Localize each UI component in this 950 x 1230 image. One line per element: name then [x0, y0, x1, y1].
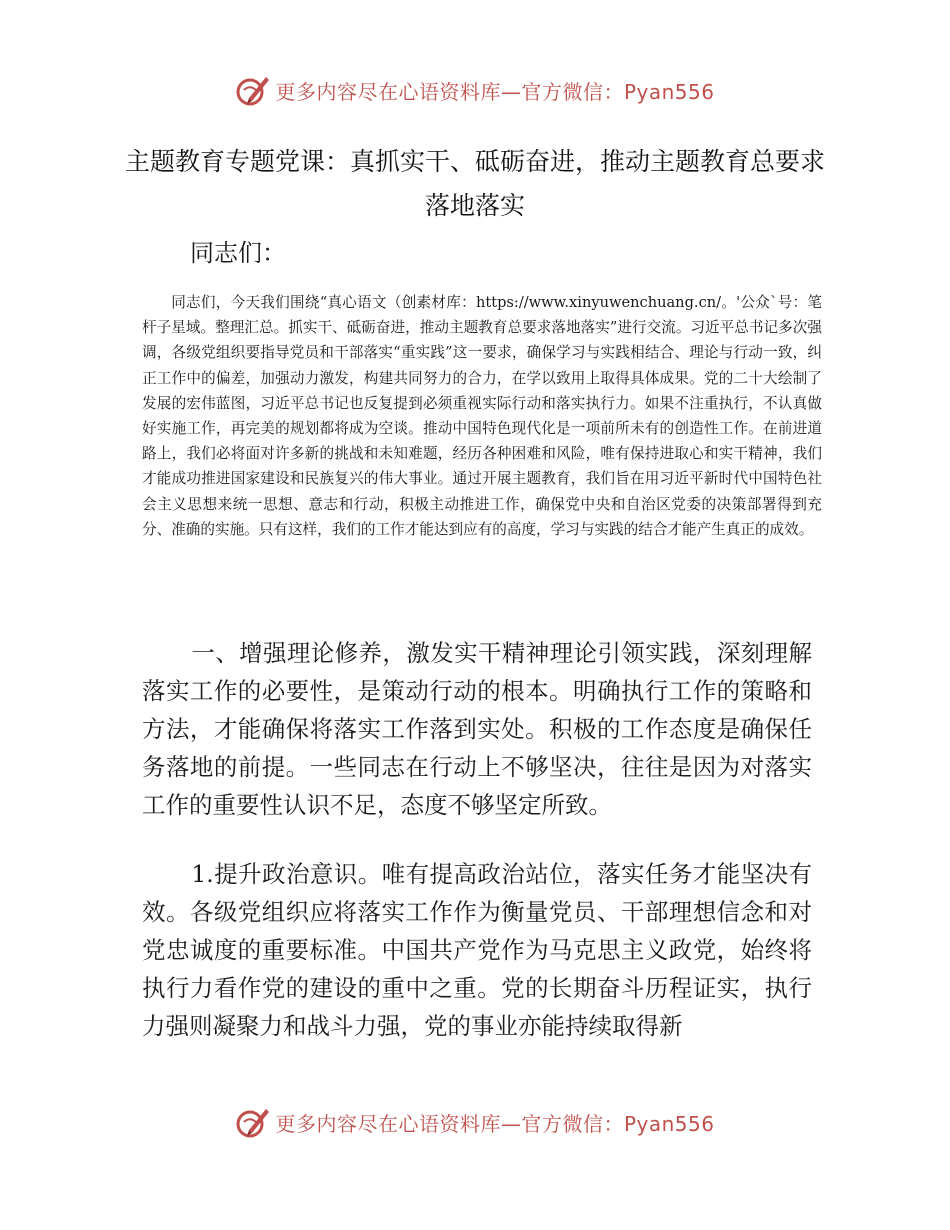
watermark-text: 更多内容尽在心语资料库—官方微信：Pyan556 — [275, 79, 715, 104]
intro-paragraph: 同志们，今天我们围绕“真心语文（创素材库：https://www.xinyuwenchuang.cn/。'公众`号：笔杆子星域。整理汇总。抓实干、砥砺奋进，推动主题教育总要求落地落实”进行交流。习近平总书记多次强调，各级党组织要指导党员和干部落实“重实践”这一要求，确保学习与实践相结合、理论与行动一致，纠正工作中的偏差，加强动力激发，构建共同努力的合力，在学以致用上取得具体成果。党的二十大绘制了发展的宏伟蓝图，习近平总书记也反复提到必须重视实际行动和落实执行力。如果不注重执行，不认真做好实施工作，再完美的规划都将成为空谈。推动中国特色现代化是一项前所未有的创造性工作。在前进道路上，我们必将面对许多新的挑战和未知难题，经历各种困难和风险，唯有保持进取心和实干精神，我们才能成功推进国家建设和民族复兴的伟大事业。通过开展主题教育，我们旨在用习近平新时代中国特色社会主义思想来统一思想、意志和行动，积极主动推进工作，确保党中央和自治区党委的决策部署得到充分、准确的实施。只有这样，我们的工作才能达到应有的高度，学习与实践的结合才能产生真正的成效。 — [142, 294, 822, 538]
section-one-paragraph: 一、增强理论修养，激发实干精神理论引领实践，深刻理解落实工作的必要性，是策动行动的根本。明确执行工作的策略和方法，才能确保将落实工作落到实处。积极的工作态度是确保任务落地的前提。一些同志在行动上不够坚决，往往是因为对落实工作的重要性认识不足，态度不够坚定所致。 — [142, 639, 812, 819]
header-watermark — [0, 70, 950, 110]
pen-globe-logo-icon — [235, 1104, 271, 1140]
point-one-paragraph: 1.提升政治意识。唯有提高政治站位，落实任务才能坚决有效。各级党组织应将落实工作作为衡量党员、干部理想信念和对党忠诚度的重要标准。中国共产党作为马克思主义政党，始终将执行力看作党的建设的重中之重。党的长期奋斗历程证实，执行力强则凝聚力和战斗力强，党的事业亦能持续取得新 — [142, 860, 812, 1040]
greeting: 同志们： — [190, 239, 286, 267]
footer-watermark — [0, 1102, 950, 1142]
pen-globe-logo-icon — [235, 72, 271, 108]
document-title: 主题教育专题党课：真抓实干、砥砺奋进，推动主题教育总要求落地落实 — [124, 147, 825, 220]
watermark-text: 更多内容尽在心语资料库—官方微信：Pyan556 — [275, 1111, 715, 1136]
